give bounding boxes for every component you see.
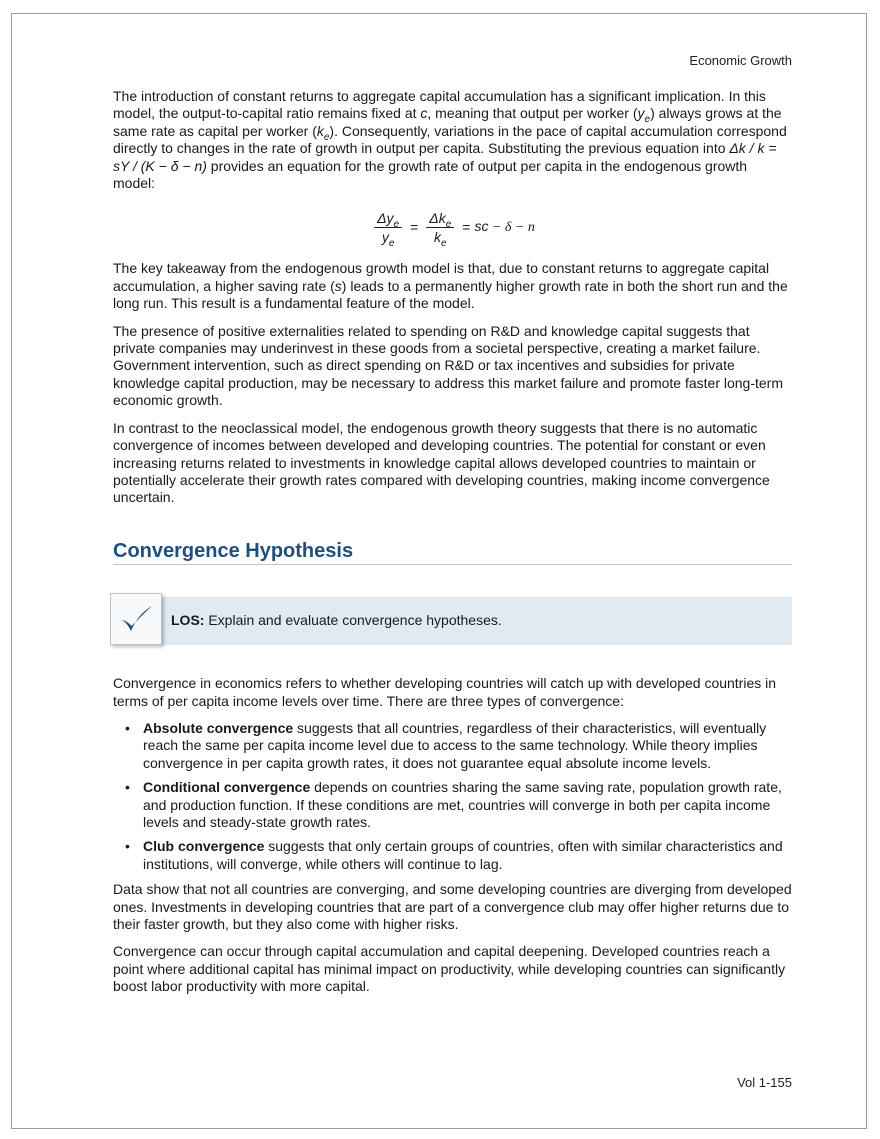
convergence-types-list	[113, 720, 792, 873]
fraction-output: $\frac{\Delta y_e}{y_e}$	[374, 209, 402, 246]
page-content	[113, 88, 792, 1006]
paragraph-convergence-intro: Convergence in economics refers to whether developing countries will catch up with developed countries in terms of per capita income levels over time. There are three types of convergence:	[113, 675, 777, 709]
learning-objective-box	[113, 597, 792, 645]
list-item: • Conditional convergence depends on countries sharing the same saving rate, population growth rate, and production function. If these conditions are met, countries will converge in both per capita income levels and steady-state growth rates.	[125, 779, 782, 830]
running-header: Economic Growth	[689, 53, 792, 68]
list-item: • Club convergence suggests that only certain groups of countries, often with similar characteristics and institutions, will converge, while others will continue to lag.	[125, 838, 783, 872]
fraction-capital: $\frac{\Delta k_e}{k_e}$	[426, 209, 454, 246]
bullet-icon: •	[125, 719, 130, 736]
checkmark-icon	[110, 593, 162, 645]
paragraph-constant-returns: The introduction of constant returns to aggregate capital accumulation has a significant implication. In this model, the output-to-capital ratio remains fixed at c, meaning that output per worker $(y_e)$ always grows at the same rate as capital per worker $(k_e)$. Consequently, variations in the pace of capital accumulation correspond directly to changes in the rate of growth in output per capita. Substituting the previous equation into Δk / k = sY / (K − δ − n) provides an equation for the growth rate of output per capita in the endogenous growth model:	[113, 88, 787, 192]
bullet-icon: •	[125, 779, 130, 796]
paragraph-externalities: The presence of positive externalities related to spending on R&D and knowledge capital suggests that private companies may underinvest in these goods from a societal perspective, creating a market failure. Government intervention, such as direct spending on R&D or tax incentives and subsidies for private knowledge capital production, may be necessary to address this market failure and promote faster long-term economic growth.	[113, 322, 784, 409]
section-heading: Convergence Hypothesis	[113, 543, 792, 565]
paragraph-key-takeaway: The key takeaway from the endogenous growth model is that, due to constant returns to aggregate capital accumulation, a higher saving rate (s) leads to a permanently higher growth rate in both the short run and the long run. This result is a fundamental feature of the model.	[113, 260, 788, 312]
page-number: Vol 1-155	[737, 1075, 792, 1090]
paragraph-data-show: Data show that not all countries are converging, and some developing countries are diverging from developed ones. Investments in developing countries that are part of a convergence club may offer higher returns due to their faster growth, but they also come with higher risks.	[113, 881, 792, 932]
bullet-icon: •	[125, 838, 130, 855]
list-item: • Absolute convergence suggests that all countries, regardless of their characteristics, will eventually reach the same per capita income level due to access to the same technology. While theory implies convergence in per capita growth rates, it does not guarantee equal absolute income levels.	[125, 719, 767, 771]
inline-formula: Δk / k = sY / (K − δ − n)	[113, 140, 777, 174]
los-text: LOS: Explain and evaluate convergence hypotheses.	[171, 612, 502, 629]
growth-rate-equation: $\frac{\Delta y_e}{y_e}$ = $\frac{\Delta k_e}{k_e}$ = sc − δ − n	[113, 202, 792, 252]
paragraph-capital-deepening: Convergence can occur through capital accumulation and capital deepening. Developed countries reach a point where additional capital has minimal impact on productivity, while developing countries can significantly boost labor productivity with more capital.	[113, 943, 786, 995]
paragraph-neoclassical-contrast: In contrast to the neoclassical model, the endogenous growth theory suggests that there is no automatic convergence of incomes between developed and developing countries. The potential for constant or even increasing returns related to investments in knowledge capital allows developed countries to maintain or potentially accelerate their growth rates compared with developing countries, making income convergence uncertain.	[113, 419, 770, 506]
